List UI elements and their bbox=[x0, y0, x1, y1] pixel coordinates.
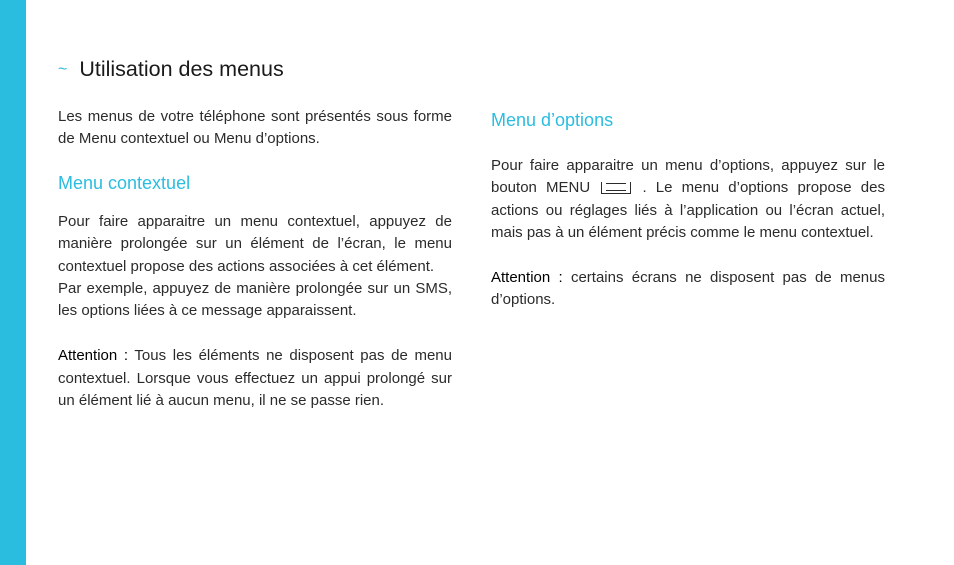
options-paragraph bbox=[491, 155, 885, 245]
spacer bbox=[491, 245, 885, 267]
right-column bbox=[491, 108, 885, 312]
heading-menu-contextuel: Menu contextuel bbox=[58, 172, 191, 193]
contextual-paragraph-1: Pour faire apparaitre un menu contextuel, appuyez de manière prolongée sur un élément de l’écran, le menu contextuel propose des actions associées à cet élément. bbox=[58, 212, 452, 275]
side-accent-bar bbox=[0, 0, 26, 565]
page-title bbox=[58, 55, 284, 86]
options-attention bbox=[491, 267, 885, 312]
menu-icon bbox=[601, 182, 631, 194]
intro-paragraph: Les menus de votre téléphone sont présentés sous forme de Menu contextuel ou Menu d’options. bbox=[58, 108, 452, 148]
page-title-text: Utilisation des menus bbox=[79, 57, 284, 81]
left-column bbox=[58, 106, 452, 412]
contextual-attention bbox=[58, 345, 452, 412]
attention-text: Tous les éléments ne disposent pas de menu contextuel. Lorsque vous effectuez un appui prolongé sur un élément lié à aucun menu, il ne se passe rien. bbox=[58, 347, 452, 410]
heading-menu-options: Menu d’options bbox=[491, 110, 614, 130]
title-marker: ~ bbox=[58, 61, 68, 78]
spacer bbox=[58, 323, 452, 345]
attention-text: certains écrans ne disposent pas de menus d’options. bbox=[491, 269, 885, 309]
options-text-after: . Le menu d’options propose des actions ou réglages liés à l’application ou l’écran actuel, mais pas à un élément précis comme le menu contextuel. bbox=[491, 179, 885, 242]
attention-label: Attention : bbox=[491, 269, 563, 287]
contextual-paragraph-2: Par exemple, appuyez de manière prolongée sur un SMS, les options liées à ce message apparaissent. bbox=[58, 280, 452, 320]
attention-label: Attention : bbox=[58, 347, 129, 365]
options-text-before: Pour faire apparaitre un menu d’options, appuyez sur le bouton MENU bbox=[491, 157, 885, 197]
